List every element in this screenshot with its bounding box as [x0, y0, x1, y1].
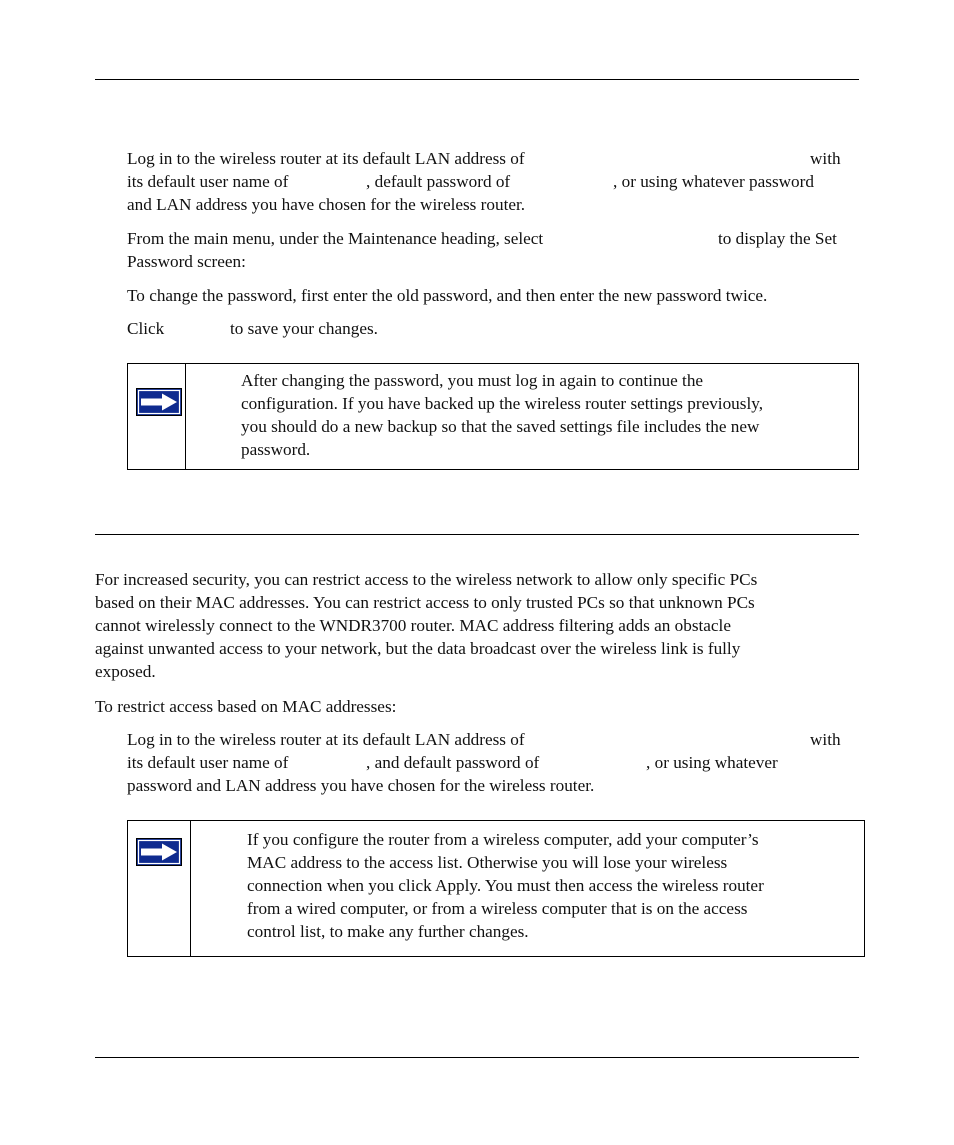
- step-text: its default user name of: [127, 753, 289, 772]
- note-line: from a wired computer, or from a wireless computer that is on the access: [247, 899, 748, 918]
- step-text: , or using whatever: [646, 753, 778, 772]
- step-text: its default user name of: [127, 172, 289, 191]
- step-text: and LAN address you have chosen for the wireless router.: [127, 195, 526, 214]
- note-line: connection when you click Apply. You must then access the wireless router: [247, 876, 764, 895]
- paragraph-line: against unwanted access to your network, but the data broadcast over the wireless link is fully: [95, 639, 741, 658]
- note-divider: [185, 364, 186, 469]
- step-text: , or using whatever password: [613, 172, 814, 191]
- arrow-right-icon: [136, 388, 182, 416]
- note-box: [127, 820, 865, 957]
- step-text: to display the Set: [718, 229, 837, 248]
- step-text: , and default password of: [366, 753, 540, 772]
- step-text: to save your changes.: [230, 319, 378, 338]
- paragraph-line: exposed.: [95, 662, 156, 681]
- step-text: , default password of: [366, 172, 511, 191]
- note-box: [127, 363, 859, 470]
- section-rule: [95, 534, 859, 535]
- step-text: From the main menu, under the Maintenance heading, select: [127, 229, 544, 248]
- note-divider: [190, 821, 191, 956]
- note-line: MAC address to the access list. Otherwise you will lose your wireless: [247, 853, 728, 872]
- step-text: password and LAN address you have chosen for the wireless router.: [127, 776, 595, 795]
- step-text: Log in to the wireless router at its default LAN address of: [127, 730, 525, 749]
- note-line: control list, to make any further changes.: [247, 922, 529, 941]
- note-line: you should do a new backup so that the saved settings file includes the new: [241, 417, 760, 436]
- step-text: with: [810, 730, 841, 749]
- paragraph-line: For increased security, you can restrict access to the wireless network to allow only specific PCs: [95, 570, 758, 589]
- paragraph-line: cannot wirelessly connect to the WNDR3700 router. MAC address filtering adds an obstacle: [95, 616, 731, 635]
- step-text: Log in to the wireless router at its default LAN address of: [127, 149, 525, 168]
- step-text: Password screen:: [127, 252, 246, 271]
- step-text: Click: [127, 319, 165, 338]
- note-line: If you configure the router from a wireless computer, add your computer’s: [247, 830, 759, 849]
- arrow-right-icon: [136, 838, 182, 866]
- paragraph-line: based on their MAC addresses. You can restrict access to only trusted PCs so that unknown PCs: [95, 593, 755, 612]
- footer-rule: [95, 1057, 859, 1058]
- step-text: To change the password, first enter the old password, and then enter the new password twice.: [127, 286, 768, 305]
- note-line: After changing the password, you must log in again to continue the: [241, 371, 704, 390]
- lead-text: To restrict access based on MAC addresses:: [95, 697, 397, 716]
- note-line: password.: [241, 440, 311, 459]
- header-rule: [95, 79, 859, 80]
- step-text: with: [810, 149, 841, 168]
- note-line: configuration. If you have backed up the wireless router settings previously,: [241, 394, 764, 413]
